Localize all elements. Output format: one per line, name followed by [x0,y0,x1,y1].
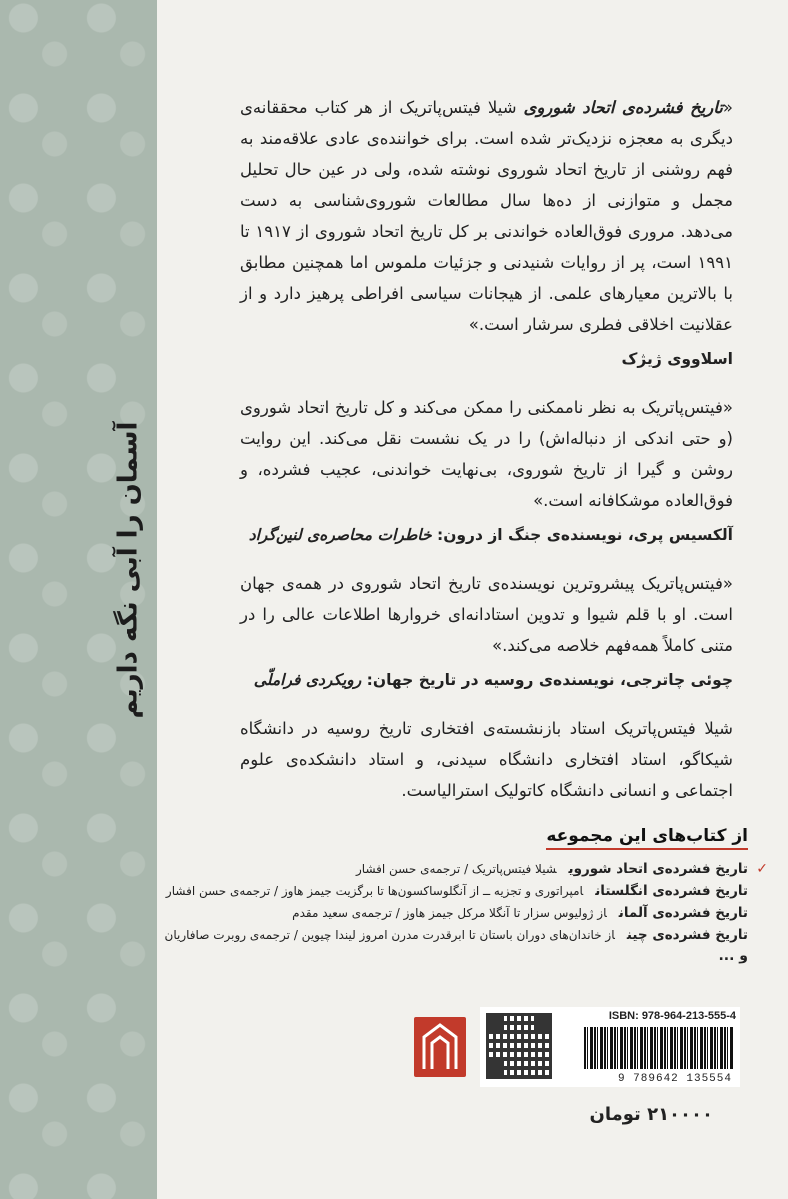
checkmark-icon: ✓ [756,861,768,877]
book-spine [0,0,157,1199]
back-cover-text [240,92,733,806]
series-heading: از کتاب‌های این مجموعه [546,826,748,850]
qr-code-icon [486,1013,552,1079]
series-more: و ... [718,948,748,964]
quote-3: «فیتس‌پاتریک پیشروترین نویسنده‌ی تاریخ اتحاد شوروی در همه‌ی جهان است. او با قلم شیوا و تدوین استادانه‌ای خروارها اطلاعات عالی را در متنی کاملاً همه‌فهم خلاصه می‌کند.» [240,574,733,655]
quote-2: «فیتس‌پاتریک به نظر ناممکنی را ممکن می‌کند و کل تاریخ اتحاد شوروی (و حتی اندکی از دنباله‌اش) را در یک نشست نقل می‌کند. این روایت روشن و گیرا از تاریخ شوروی، بی‌نهایت خواندنی، عجیب فشرده، و فوق‌العاده موشکافانه است.» [240,398,733,510]
price-label: ۲۱۰۰۰۰ تومان [589,1104,713,1125]
series-book: ✓ تاریخ فشرده‌ی اتحاد شورویشیلا فیتس‌پاتریک / ترجمه‌ی حسن افشار [160,858,748,880]
quote-1-author: اسلاووی ژیژک [621,350,733,368]
series-book: تاریخ فشرده‌ی انگلستانامپراتوری و تجزیه ــ از آنگلوساکسون‌ها تا برگزیت جیمز هاوز / ترجمه‌ی حسن افشار [165,883,748,899]
quote-3-author: چوئی چاترجی، نویسنده‌ی روسیه در تاریخ جهان: رویکردی فراملّی [253,671,733,689]
barcode-block [480,1007,740,1087]
spine-title: آسمان را آبی نگه داریم [113,421,143,719]
quote-2-author: آلکسیس پری، نویسنده‌ی جنگ از درون: خاطرات محاصره‌ی لنین‌گراد [248,526,733,544]
isbn-label: ISBN: 978-964-213-555-4 [608,1010,736,1022]
quote-1: «تاریخ فشرده‌ی اتحاد شوروی شیلا فیتس‌پاتریک از هر کتاب محققانه‌ی دیگری به معجزه نزدیک‌تر شده است. برای خواننده‌ی عادی علاقه‌مند به فهم روشنی از تاریخ اتحاد شوروی نوشته شده، ولی در عین حال تحلیل مجمل و متوازنی از ده‌ها سال مطالعات شوروی‌شناسی به دست می‌دهد. مروری فوق‌العاده خواندنی بر کل تاریخ اتحاد شوروی از ۱۹۱۷ تا ۱۹۹۱ است، پر از روایات شنیدنی و جزئیات ملموس اما همچنین مطابق با بالاترین معیارهای علمی. از هیجانات سیاسی افراطی پرهیز دارد و از عقلانیت اخلاقی فطری سرشار است.» [240,98,733,334]
series-list [160,826,768,964]
quote-book-title: تاریخ فشرده‌ی اتحاد شوروی [523,98,723,117]
barcode-number: 9 789642 135554 [617,1073,732,1085]
series-book: تاریخ فشرده‌ی آلماناز ژولیوس سزار تا آنگلا مرکل جیمز هاوز / ترجمه‌ی سعید مقدم [292,905,748,921]
author-bio: شیلا فیتس‌پاتریک استاد بازنشسته‌ی افتخاری تاریخ روسیه در دانشگاه شیکاگو، استاد افتخاری دانشگاه سیدنی، و استاد دانشکده‌ی علوم اجتماعی و انسانی دانشگاه کاتولیک استرالیاست. [240,719,733,800]
publisher-logo-icon [414,1017,466,1077]
series-book: تاریخ فشرده‌ی چیناز خاندان‌های دوران باستان تا ابرقدرت مدرن امروز لیندا چیوین / ترجمه‌ی روبرت صافاریان [164,927,748,943]
barcode-icon [584,1027,734,1069]
